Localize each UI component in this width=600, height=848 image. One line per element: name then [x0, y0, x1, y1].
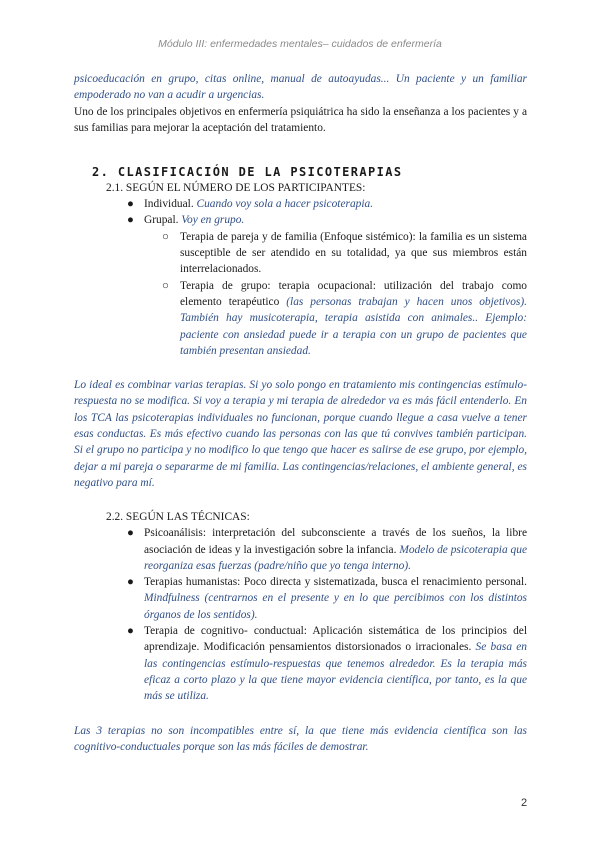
list-item: ● Terapia de cognitivo- conductual: Aplicación sistemática de los principios del aprendizaje. Modificación pensamientos distorsionados o irracionales. Se basa en las contingencias estímulo-respuestas que tenemos alrededor. Es la terapia más eficaz a corto plazo y la que tiene mayor evidencia científica, por tanto, es la que más se utiliza. [127, 625, 527, 703]
page-number: 2 [521, 797, 528, 809]
intro-annotation: psicoeducación en grupo, citas online, manual de autoayudas... Un paciente y un familiar empoderado no van a acudir a urgencias. [74, 73, 527, 102]
list-item: ● Grupal. Voy en grupo. [74, 212, 527, 228]
bullet-icon: ● [127, 625, 134, 638]
page-header: Módulo III: enfermedades mentales– cuidados de enfermería [158, 38, 442, 50]
intro-paragraph: Uno de los principales objetivos en enfermería psiquiátrica ha sido la enseñanza a los pacientes y a sus familias para mejorar la aceptación del tratamiento. [74, 105, 527, 134]
sub-list-item: ○ Terapia de grupo: terapia ocupacional: utilización del trabajo como elemento terapéutico (las personas trabajan y hacen unos objetivos). También hay musicoterapia, terapia asistida con animales.. Ejemplo: paciente con ansiedad puede ir a terapia con un grupo de pacientes que también presentan ansiedad. [162, 279, 527, 357]
subsection-title-techniques: 2.2. SEGÚN LAS TÉCNICAS: [106, 511, 250, 524]
final-paragraph: Las 3 terapias no son incompatibles entre sí, la que tiene más evidencia científica son las cognitivo-conductuales porque son las más fáciles de demostrar. [74, 724, 527, 753]
section-title: 2. CLASIFICACIÓN DE LA PSICOTERAPIAS [92, 165, 403, 180]
sub-bullet-icon: ○ [162, 230, 169, 243]
subsection-title-participants: 2.1. SEGÚN EL NÚMERO DE LOS PARTICIPANTES: [106, 182, 366, 195]
bullet-icon: ● [127, 576, 134, 589]
list-item: ● Terapias humanistas: Poco directa y sistematizada, busca el renacimiento personal. Mindfulness (centrarnos en el presente y en lo que percibimos con los distintos órganos de los sentidos). [127, 576, 527, 621]
participants-list [74, 196, 527, 359]
list-item: ● Individual. Cuando voy sola a hacer psicoterapia. [74, 196, 527, 212]
bullet-icon: ● [127, 198, 134, 211]
bullet-icon: ● [127, 214, 134, 227]
sub-bullet-icon: ○ [162, 279, 169, 292]
document-body [74, 71, 527, 755]
sub-list-item: ○ Terapia de pareja y de familia (Enfoque sistémico): la familia es un sistema susceptible de ser atendido en su totalidad, ya que sus miembros están interrelacionados. [162, 230, 527, 276]
combination-paragraph: Lo ideal es combinar varias terapias. Si yo solo pongo en tratamiento mis contingencias estímulo-respuesta no se modifica. Si voy a terapia y mi terapia de alrededor va es más fácil entenderlo. En los TCA las psicoterapias individuales no funcionan, porque cuando llegue a casa vuelve a tener esas conductas. Es más efectivo cuando las personas con las que tú convives también participan. Si el grupo no participa y no modifico lo que tengo que hacer es salirse de ese grupo, por ejemplo, dejar a mi pareja o separarme de mi familia. Las contingencias/relaciones, el ambiente general, es negativo para mí. [74, 379, 527, 489]
techniques-list [74, 525, 527, 704]
list-item: ● Psicoanálisis: interpretación del subconsciente a través de los sueños, la libre asociación de ideas y la investigación sobre la infancia. Modelo de psicoterapia que reorganiza esas fuerzas (padre/niño que yo tenga interno). [127, 527, 528, 572]
bullet-icon: ● [127, 527, 134, 540]
